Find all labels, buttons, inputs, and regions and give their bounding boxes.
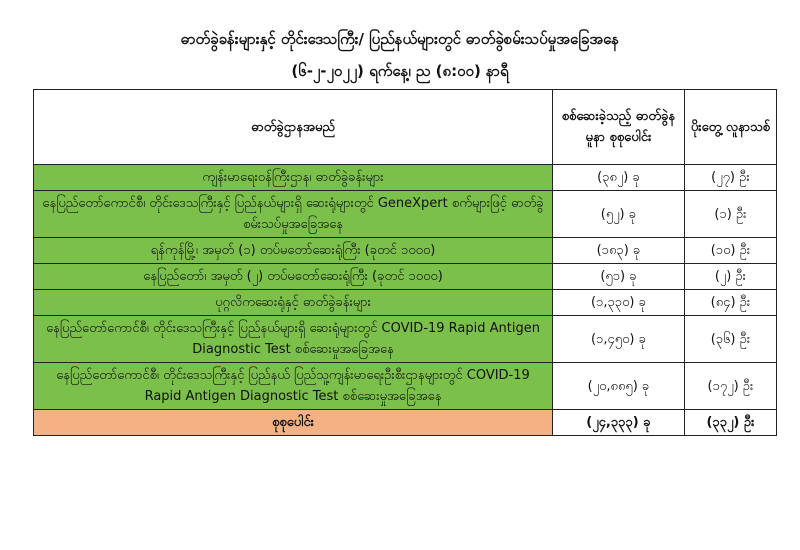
lab-name-cell: နေပြည်တော်ကောင်စီ၊ တိုင်းဒေသကြီးနှင့် ပြည်နယ်များရှိ ဆေးရုံများတွင် COVID-19 Rapid Antigen Diagnostic Test စစ်ဆေးမှုအခြေအနေ: [34, 316, 553, 363]
positive-cell: (၃၆) ဦး: [684, 316, 776, 363]
samples-cell: (၂၀,၈၈၅) ခု: [553, 363, 685, 410]
total-samples: (၂၄,၃၃၃) ခု: [553, 410, 685, 436]
lab-name-cell: ရန်ကုန်မြို့၊ အမှတ် (၁) တပ်မတော်ဆေးရုံကြီး (ခုတင် ၁၀၀၀): [34, 238, 553, 264]
samples-cell: (၁၈၃) ခု: [553, 238, 685, 264]
lab-testing-table: [33, 89, 777, 436]
lab-name-cell: နေပြည်တော်ကောင်စီ၊ တိုင်းဒေသကြီးနှင့် ပြည်နယ်များရှိ ဆေးရုံများတွင် GeneXpert စက်များဖြင့် ဓာတ်ခွဲစမ်းသပ်မှုအခြေအနေ: [34, 191, 553, 238]
header-positive-people: ပိုးတွေ့ လူနာသစ်: [684, 90, 776, 165]
table-header-row: [34, 90, 777, 165]
total-positive: (၃၃၂) ဦး: [684, 410, 776, 436]
table-row: [34, 238, 777, 264]
lab-name-cell: ကျန်းမာရေးဝန်ကြီးဌာန၊ ဓာတ်ခွဲခန်းများ: [34, 165, 553, 191]
samples-cell: (၅၁) ခု: [553, 264, 685, 290]
total-label: စုစုပေါင်း: [34, 410, 553, 436]
samples-cell: (၅၂) ခု: [553, 191, 685, 238]
header-lab-name: ဓာတ်ခွဲဌာနအမည်: [34, 90, 553, 165]
positive-cell: (၁) ဦး: [684, 191, 776, 238]
table-row: [34, 191, 777, 238]
positive-cell: (၂၇) ဦး: [684, 165, 776, 191]
positive-cell: (၁၀) ဦး: [684, 238, 776, 264]
positive-cell: (၈၄) ဦး: [684, 290, 776, 316]
positive-cell: (၁၇၂) ဦး: [684, 363, 776, 410]
positive-cell: (၂) ဦး: [684, 264, 776, 290]
samples-cell: (၁,၄၅၀) ခု: [553, 316, 685, 363]
lab-name-cell: ပုဂ္ဂလိကဆေးရုံနှင့် ဓာတ်ခွဲခန်းများ: [34, 290, 553, 316]
table-row: [34, 316, 777, 363]
report-date: (၆-၂-၂၀၂၂) ရက်နေ့၊ ည (၈:၀၀) နာရီ: [291, 62, 509, 80]
table-row: [34, 363, 777, 410]
header-samples-tested: စစ်ဆေးခဲ့သည့် ဓာတ်ခွဲနမူနာ စုစုပေါင်း: [553, 90, 685, 165]
table-row: [34, 290, 777, 316]
lab-name-cell: နေပြည်တော်ကောင်စီ၊ တိုင်းဒေသကြီးနှင့် ပြည်နယ် ပြည်သူ့ကျန်းမာရေးဦးစီးဌာနများတွင် COVID-19 Rapid Antigen Diagnostic Test စစ်ဆေးမှုအခြေအနေ: [34, 363, 553, 410]
lab-name-cell: နေပြည်တော်၊ အမှတ် (၂) တပ်မတော်ဆေးရုံကြီး (ခုတင် ၁၀၀၀): [34, 264, 553, 290]
table-row: [34, 165, 777, 191]
total-row: [34, 410, 777, 436]
table-row: [34, 264, 777, 290]
page-title: ဓာတ်ခွဲခန်းများနှင့် တိုင်းဒေသကြီး/ ပြည်နယ်များတွင် ဓာတ်ခွဲစမ်းသပ်မှုအခြေအနေ: [180, 30, 620, 48]
samples-cell: (၁,၃၃၀) ခု: [553, 290, 685, 316]
samples-cell: (၃၈၂) ခု: [553, 165, 685, 191]
